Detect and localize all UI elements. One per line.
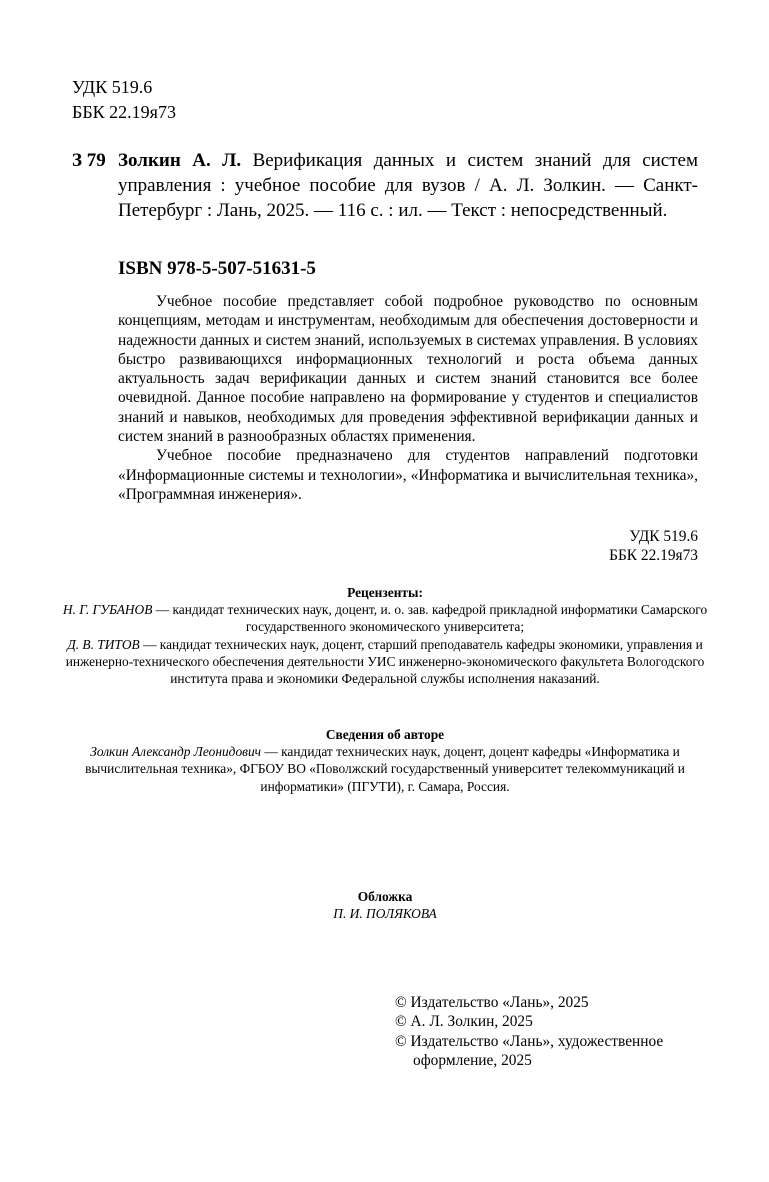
cover-designer: П. И. ПОЛЯКОВА — [333, 906, 437, 922]
annotation-classification — [118, 527, 698, 566]
copyright-line-2: © А. Л. Золкин, 2025 — [395, 1013, 533, 1031]
isbn: ISBN 978-5-507-51631-5 — [118, 258, 316, 279]
classification-header — [72, 75, 176, 125]
reviewer-2-name: Д. В. ТИТОВ — [67, 636, 140, 652]
reviewer-1-name: Н. Г. ГУБАНОВ — [62, 602, 153, 618]
bibliographic-description: Верификация данных и систем знаний для систем управления : учебное пособие для вузов / А. Л. Золкин. — Санкт-Петербург : Лань, 2025. — 116 с. : ил. — Текст : непосредственный. — [118, 150, 698, 221]
reviewer-1-text: — кандидат технических наук, доцент, и. о. зав. кафедрой прикладной информатики Самарского государственного экономического университета; — [152, 602, 708, 635]
author-mark: З 79 — [72, 150, 106, 171]
reviewers-heading: Рецензенты: — [347, 585, 423, 600]
copyright-line-3: © Издательство «Лань», художественное — [395, 1032, 664, 1050]
annotation — [118, 292, 698, 504]
cover-section — [60, 888, 710, 922]
reviewer-2 — [60, 636, 710, 688]
cover-heading: Обложка — [357, 889, 413, 904]
udc-code: УДК 519.6 — [72, 77, 153, 97]
author-info-text: — кандидат технических наук, доцент, доцент кафедры «Информатика и вычислительная техника», ФГБОУ ВО «Поволжский государственный университет телекоммуникаций и информатики» (ПГУТИ), г. Самара, Россия. — [85, 744, 685, 794]
reviewers-section — [60, 584, 710, 687]
copyright-block — [395, 993, 715, 1070]
author-info-name: Золкин Александр Леонидович — [90, 744, 262, 760]
annotation-udc: УДК 519.6 — [629, 528, 698, 545]
bbk-code: ББК 22.19я73 — [72, 102, 176, 122]
annotation-paragraph-1: Учебное пособие представляет собой подробное руководство по основным концепциям, методам и инструментам, необходимым для обеспечения достоверности и надежности данных и систем знаний, используемых в системах управления. В условиях быстро развивающихся информационных технологий и роста объема данных актуальность задач верификации данных и систем знаний становится все более очевидной. Данное пособие направлено на формирование у студентов и специалистов знаний и навыков, необходимых для проведения эффективной верификации данных и систем знаний в разнообразных областях применения. — [118, 293, 698, 446]
author-heading: Золкин А. Л. — [118, 150, 242, 171]
annotation-bbk: ББК 22.19я73 — [609, 547, 698, 565]
author-info-heading: Сведения об авторе — [325, 727, 445, 742]
copyright-line-3-cont: оформление, 2025 — [413, 1051, 532, 1069]
reviewer-1 — [60, 601, 710, 635]
copyright-line-1: © Издательство «Лань», 2025 — [395, 994, 589, 1011]
author-info-body — [60, 743, 710, 795]
annotation-paragraph-2: Учебное пособие предназначено для студентов направлений подготовки «Информационные системы и технологии», «Информатика и вычислительная техника», «Программная инженерия». — [118, 447, 698, 503]
bibliographic-record — [118, 148, 698, 223]
reviewer-2-text: — кандидат технических наук, доцент, старший преподаватель кафедры экономики, управления и инженерно-технического обеспечения деятельности УИС инженерно-экономического факультета Вологодского института права и экономики Федеральной службы исполнения наказаний. — [65, 636, 705, 687]
author-info-section — [60, 726, 710, 795]
